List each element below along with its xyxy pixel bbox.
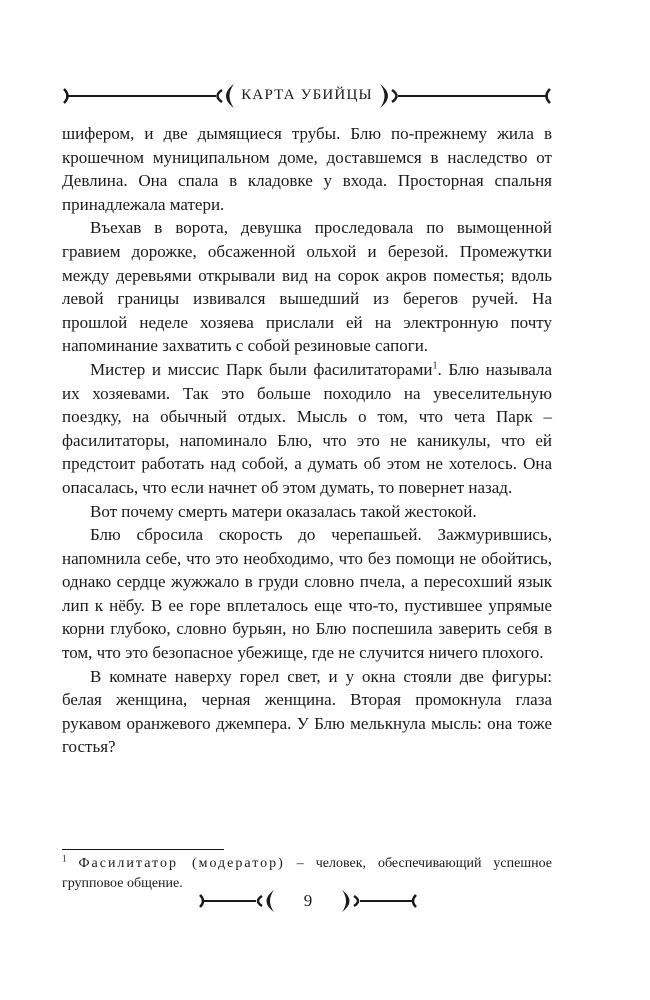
footnote-text: – человек, обеспечивающий успешное групповое общение. — [62, 856, 552, 891]
paragraph: Въехав в ворота, девушка проследовала по вымощенной гравием дорожке, обсаженной ольхой и березой. Промежутки между деревьями открывали вид на сорок акров поместья; вдоль левой границы извивался вышедший из берегов ручей. На прошлой неделе хозяева прислали ей на электронную почту напоминание захватить с собой резиновые сапоги. — [62, 218, 552, 356]
paragraph — [62, 358, 552, 500]
header-title: КАРТА УБИЙЦЫ — [241, 87, 373, 103]
paragraph-text: Мистер и миссис Парк были фасилитаторами — [90, 359, 433, 379]
paragraph: Блю сбросила скорость до черепашьей. Зажмурившись, напомнила себе, что это необходимо, что без помощи не обойтись, однако сердце жужжало в груди словно пчела, а пересохший язык лип к нёбу. В ее горе вплеталось еще что-то, пустившее упрямые корни глубоко, словно бурьян, но Блю поспешила заверить себя в том, что это безопасное убежище, где не случится ничего плохого. — [62, 525, 552, 663]
paragraph: В комнате наверху горел свет, и у окна стояли две фигуры: белая женщина, черная женщина. Вторая промокнула глаза рукавом оранжевого джемпера. У Блю мелькнула мысль: она тоже гостья? — [62, 666, 552, 757]
footnote-number: 1 — [62, 853, 67, 864]
running-header — [62, 78, 552, 114]
paragraph: Вот почему смерть матери оказалась такой жестокой. — [90, 501, 477, 521]
paragraph: шифером, и две дымящиеся трубы. Блю по-прежнему жила в крошечном муниципальном доме, доставшемся в наследство от Девлина. Она спала в кладовке у входа. Просторная спальня принадлежала матери. — [62, 124, 552, 214]
footnote-rule — [62, 849, 224, 850]
footnote-term: Фасилитатор (модератор) — [78, 856, 285, 871]
main-text — [62, 122, 552, 759]
page-number: 9 — [303, 891, 313, 910]
footnote-marker: 1 — [432, 360, 438, 372]
paragraph-text: . Блю называла их хозяевами. Так это больше походило на увеселительную поездку, на обычный отдых. Мысль о том, что чета Парк – фасилитаторы, напоминало Блю, что это не каникулы, что ей предстоит работать над собой, а думать об этом не хотелось. Она опасалась, что если начнет об этом думать, то повернет назад. — [62, 359, 552, 497]
page-footer — [198, 886, 418, 916]
